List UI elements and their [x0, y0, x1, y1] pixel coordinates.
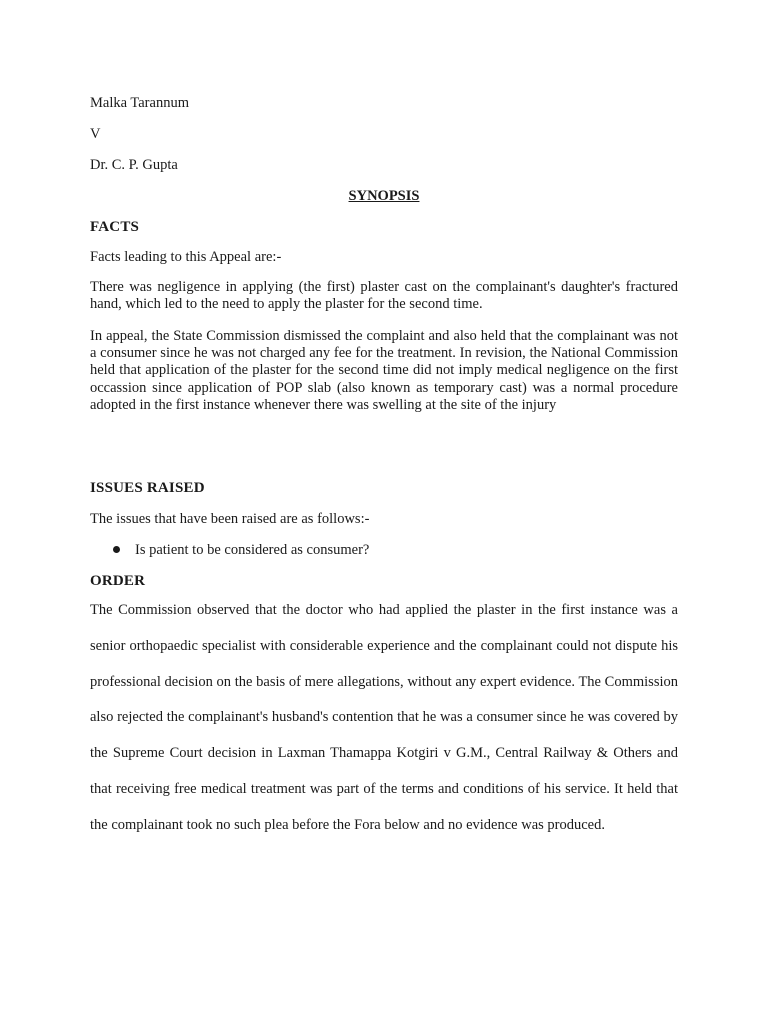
- facts-paragraph-1: There was negligence in applying (the first) plaster cast on the complainant's daughter's fractured hand, which led to the need to apply the plaster for the second time.: [90, 279, 678, 313]
- bullet-icon: [113, 546, 120, 553]
- party-one: Malka Tarannum: [90, 95, 189, 111]
- order-paragraph: The Commission observed that the doctor who had applied the plaster in the first instance was a senior orthopaedic specialist with considerable experience and the complainant could not dispute his professional decision on the basis of mere allegations, without any expert evidence. The Commission also rejected the complainant's husband's contention that he was a consumer since he was covered by the Supreme Court decision in Laxman Thamappa Kotgiri v G.M., Central Railway & Others and that receiving free medical treatment was part of the terms and conditions of his service. It held that the complainant took no such plea before the Fora below and no evidence was produced.: [90, 602, 678, 833]
- facts-intro: Facts leading to this Appeal are:-: [90, 249, 282, 265]
- synopsis-title: SYNOPSIS: [348, 188, 420, 204]
- issue-text: Is patient to be considered as consumer?: [135, 542, 370, 558]
- order-heading: ORDER: [90, 573, 146, 589]
- issues-heading: ISSUES RAISED: [90, 480, 205, 496]
- issues-intro: The issues that have been raised are as follows:-: [90, 511, 370, 527]
- versus: V: [90, 126, 101, 142]
- issue-list-item: [113, 541, 369, 559]
- party-two: Dr. C. P. Gupta: [90, 157, 178, 173]
- facts-paragraph-2: In appeal, the State Commission dismissed the complaint and also held that the complainant was not a consumer since he was not charged any fee for the treatment. In revision, the National Commission held that application of the plaster for the second time did not imply medical negligence on the first occassion since application of POP slab (also known as temporary cast) was a normal procedure adopted in the first instance whenever there was swelling at the site of the injury: [90, 328, 678, 413]
- facts-heading: FACTS: [90, 219, 140, 235]
